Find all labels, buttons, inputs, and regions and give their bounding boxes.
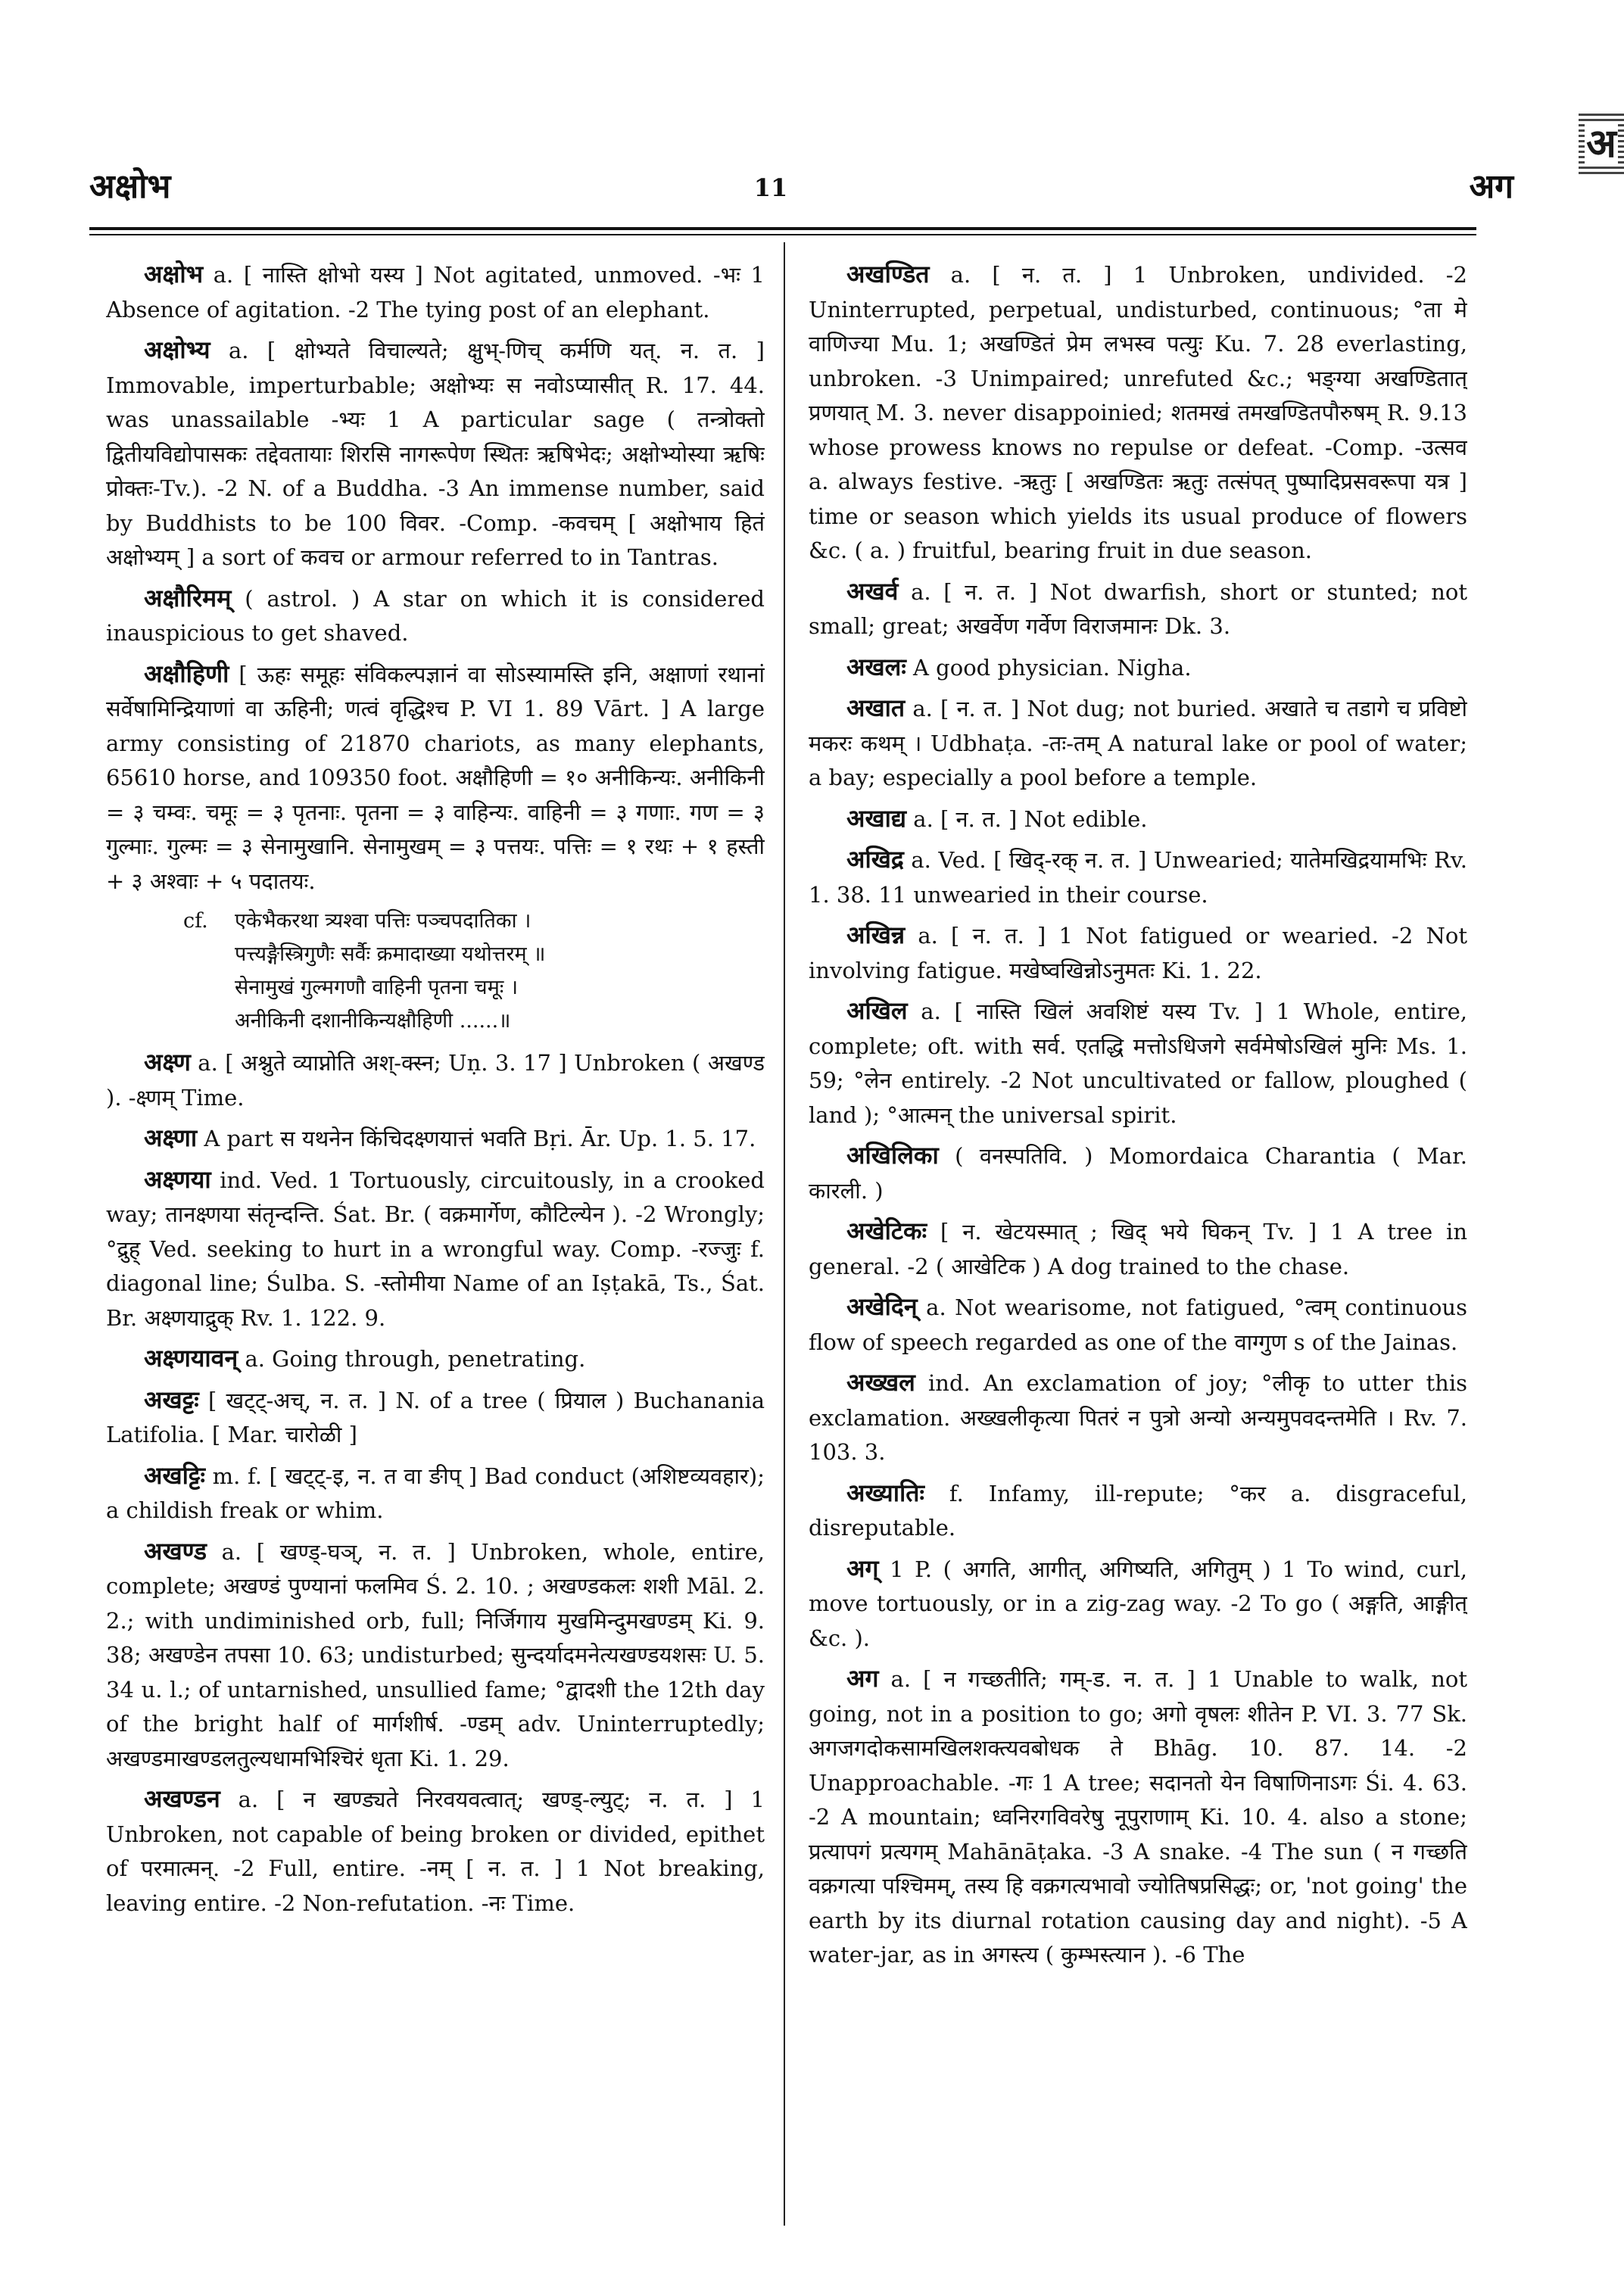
entry-definition: a. [ न गच्छतीति; गम्-ड. न. त. ] 1 Unable to walk, not going, not in a position to go; अगो वृषलः शीतेन P. VI. 3. 77 Sk. अगजगदोकसामखिलशक्त्यवबोधक ते Bhāg. 10. 87. 14. -2 Unapproachable. -गः 1 A tree; सदानतो येन विषाणिनाऽगः Śi. 4. 63. -2 A mountain; ध्वनिरगविवरेषु नूपुराणाम् Ki. 10. 4. also a stone; प्रत्यापगं प्रत्यगम् Mahānāṭaka. -3 A snake. -4 The sun ( न गच्छति वक्रगत्या पश्चिमम्, तस्य हि वक्रगत्यभावो ज्योतिषप्रसिद्धः; or, 'not going' the earth by its diurnal rotation causing day and night). -5 A water-jar, as in अगस्त्य ( कुम्भस्त्यान ). -6 The	[809, 1666, 1467, 1967]
entry-definition: A part स यथनेन किंचिदक्ष्णयात्तं भवति Bṛi. Ār. Up. 1. 5. 17.	[197, 1126, 756, 1151]
dictionary-entry	[106, 581, 765, 651]
verse-line: अनीकिनी दशानीकिन्यक्षौहिणी ......॥	[235, 1009, 511, 1033]
entry-definition: a. [ नास्ति खिलं अवशिष्टं यस्य Tv. ] 1 Whole, entire, complete; oft. with सर्व. एतद्धि मत्तोऽधिजगे सर्वमेषोऽखिलं मुनिः Ms. 1. 59; °लेन entirely. -2 Not uncultivated or fallow, ploughed ( land ); °आत्मन् the universal spirit.	[809, 999, 1467, 1128]
dictionary-entry	[809, 1366, 1467, 1470]
headword: अखट्टिः	[144, 1460, 206, 1490]
headword: अक्ष्णयावन्	[144, 1344, 238, 1372]
dictionary-entry	[809, 802, 1467, 837]
headword: अक्षोभ्य	[144, 335, 210, 364]
headword: अखिन्न	[846, 921, 906, 949]
headword: अखलः	[846, 652, 906, 681]
column-divider	[784, 242, 785, 2226]
headword: अखेदिन्	[846, 1292, 918, 1321]
dictionary-entry	[106, 1163, 765, 1336]
entry-definition: a. Not wearisome, not fatigued, °त्वम् continuous flow of speech regarded as one of the वाग्गुण s of the Jainas.	[809, 1294, 1467, 1355]
entry-definition: a. [ न. त. ] Not edible.	[906, 805, 1148, 832]
headword: अक्षौहिणी	[144, 659, 229, 688]
entry-definition: A good physician. Nigha.	[906, 654, 1192, 681]
thumb-index-tab: अ	[1574, 114, 1624, 174]
entry-definition: [ खट्ट्-अच्, न. त. ] N. of a tree ( प्रियाल ) Buchanania Latifolia. [ Mar. चारोळी ]	[106, 1387, 765, 1447]
dictionary-entry	[106, 1121, 765, 1157]
headword: अखेटिकः	[846, 1217, 927, 1245]
dictionary-entry	[809, 994, 1467, 1132]
dictionary-entry	[106, 333, 765, 575]
dictionary-entry	[809, 1476, 1467, 1546]
entry-definition: ( वनस्पतिवि. ) Momordaica Charantia ( Mar. कारली. )	[809, 1143, 1467, 1204]
headword: अक्षौरिमम्	[144, 583, 232, 612]
headword: अग्	[846, 1553, 879, 1583]
entry-definition: 1 P. ( अगति, आगीत्, अगिष्यति, अगितुम् ) 1 To wind, curl, move tortuously, or in a zig-zag way. -2 To go ( अङ्गति, आङ्गीत् &c. ).	[809, 1556, 1467, 1651]
dictionary-entry	[809, 691, 1467, 796]
headword: अखर्व	[846, 576, 899, 606]
entry-definition: ind. An exclamation of joy; °लीकृ to utter this exclamation. अख्खलीकृत्या पितरं न पुत्रो अन्यो अन्यमुपवदन्तमेति । Rv. 7. 103. 3.	[809, 1370, 1467, 1465]
entry-definition: ( astrol. ) A star on which it is considered inauspicious to get shaved.	[106, 585, 765, 646]
dictionary-entry	[809, 1214, 1467, 1284]
dictionary-entry	[809, 918, 1467, 988]
headword: अखट्टः	[144, 1385, 199, 1414]
headword: अखण्ड	[144, 1536, 207, 1566]
verse-line: एकेभैकरथा त्र्यश्वा पत्तिः पञ्चपदातिका ।	[235, 909, 531, 933]
dictionary-entry	[106, 1383, 765, 1453]
headword: अक्ष्णा	[144, 1123, 198, 1152]
headword: अक्ष्णया	[144, 1164, 211, 1194]
dictionary-entry	[809, 1662, 1467, 1973]
entry-definition: [ ऊहः समूहः संविकल्पज्ञानं वा सोऽस्यामस्ति इनि, अक्षाणां रथानां सर्वेषामिन्द्रियाणां वा ऊहिनी; णत्वं वृद्धिश्च P. VI 1. 89 Vārt. ] A large army consisting of 21870 chariots, as many elephants, 65610 horse, and 109350 foot. अक्षौहिणी = १० अनीकिन्यः. अनीकिनी = ३ चम्वः. चमूः = ३ पृतनाः. पृतना = ३ वाहिन्यः. वाहिनी = ३ गणाः. गण = ३ गुल्माः. गुल्मः = ३ सेनामुखानि. सेनामुखम् = ३ पत्तयः. पत्तिः = १ रथः + १ हस्ती + ३ अश्वाः + ५ पदातयः.	[106, 661, 765, 894]
dictionary-entry	[809, 1290, 1467, 1360]
headword: अखिद्र	[846, 845, 904, 874]
dictionary-entry	[106, 1782, 765, 1921]
dictionary-entry	[809, 575, 1467, 644]
running-head-right: अग	[1469, 167, 1513, 206]
headword: अखात	[846, 693, 906, 722]
headword: अख्खल	[846, 1368, 915, 1397]
dictionary-entry	[106, 657, 765, 899]
headword: अग	[846, 1664, 879, 1693]
entry-definition: [ न. खेटयस्मात् ; खिद् भये घिकन् Tv. ] 1 A tree in general. -2 ( आखेटिक ) A dog trained to the chase.	[809, 1219, 1467, 1279]
entry-definition: a. [ नास्ति क्षोभो यस्य ] Not agitated, unmoved. -भः 1 Absence of agitation. -2 The tying post of an elephant.	[106, 262, 765, 322]
headword: अखाद्य	[846, 803, 907, 833]
headword: अक्ष्ण	[144, 1048, 191, 1076]
headword: अक्षोभ	[144, 260, 204, 288]
dictionary-entry	[106, 1045, 765, 1115]
entry-definition: a. [ न. त. ] Not dwarfish, short or stunted; not small; great; अखर्वेण गर्वेण विराजमानः Dk. 3.	[809, 578, 1467, 639]
dictionary-entry	[106, 257, 765, 327]
entry-definition: a. Ved. [ खिद्-रक् न. त. ] Unwearied; यातेमखिद्रयामभिः Rv. 1. 38. 11 unwearied in their course.	[809, 847, 1467, 908]
headword: अखण्डन	[144, 1784, 220, 1813]
headword: अखण्डित	[846, 260, 930, 288]
citation-verse-block	[183, 905, 765, 1038]
dictionary-entry	[809, 257, 1467, 569]
dictionary-entry	[809, 843, 1467, 912]
dictionary-entry	[106, 1534, 765, 1777]
verse-line: सेनामुखं गुल्मगणौ वाहिनी पृतना चमूः ।	[235, 976, 519, 999]
right-column	[809, 257, 1467, 2241]
headword: अखिल	[846, 996, 908, 1025]
dictionary-entry	[809, 1139, 1467, 1208]
entry-definition: a. Going through, penetrating.	[238, 1346, 586, 1372]
entry-definition: a. [ न. त. ] Not dug; not buried. अखाते च तडागे च प्रविष्टो मकरः कथम् । Udbhaṭa. -तः-तम् A natural lake or pool of water; a bay; especially a pool before a temple.	[809, 696, 1467, 790]
entry-definition: ind. Ved. 1 Tortuously, circuitously, in a crooked way; तानक्ष्णया संतृन्दन्ति. Śat. Br. ( वक्रमार्गेण, कौटिल्येन ). -2 Wrongly; °द्रुह् Ved. seeking to hurt in a wrongful way. Comp. -रज्जुः f. diagonal line; Śulba. S. -स्तोमीया Name of an Iṣṭakā, Ts., Śat. Br. अक्ष्णयाद्रुक् Rv. 1. 122. 9.	[106, 1167, 765, 1331]
dictionary-entry	[106, 1459, 765, 1528]
dictionary-entry	[106, 1341, 765, 1377]
entry-definition: a. [ न खण्ड्यते निरवयवत्वात्; खण्ड्-ल्युट्; न. त. ] 1 Unbroken, not capable of being broken or divided, epithet of परमात्मन्. -2 Full, entire. -नम् [ न. त. ] 1 Not breaking, leaving entire. -2 Non-refutation. -नः Time.	[106, 1787, 765, 1916]
entry-definition: a. [ खण्ड्-घञ्, न. त. ] Unbroken, whole, entire, complete; अखण्डं पुण्यानां फलमिव Ś. 2. 10. ; अखण्डकलः शशी Māl. 2. 2.; with undiminished orb, full; निर्जिगाय मुखमिन्दुमखण्डम् Ki. 9. 38; अखण्डेन तपसा 10. 63; undisturbed; सुन्दर्यादमनेत्यखण्डयशसः U. 5. 34 u. l.; of untarnished, unsullied fame; °द्वादशी the 12th day of the bright half of मार्गशीर्ष. -ण्डम् adv. Uninterruptedly; अखण्डमाखण्डलतुल्यधामभिश्चिरं धृता Ki. 1. 29.	[106, 1538, 765, 1771]
headword: अख्यातिः	[846, 1478, 925, 1507]
entry-definition: a. [ अश्नुते व्याप्नोति अश्-क्स्न; Uṇ. 3. 17 ] Unbroken ( अखण्ड ). -क्ष्णम् Time.	[106, 1050, 765, 1111]
headword: अखिलिका	[846, 1141, 939, 1170]
header-rule-thick	[89, 227, 1476, 230]
page-number: 11	[753, 173, 788, 202]
entry-definition: m. f. [ खट्ट्-इ, न. त वा ङीप् ] Bad conduct (अशिष्टव्यवहार); a childish freak or whim.	[106, 1463, 765, 1523]
running-head-left: अक्षोभ	[89, 167, 171, 206]
dictionary-entry	[809, 650, 1467, 686]
entry-definition: f. Infamy, ill-repute; °कर a. disgraceful, disreputable.	[809, 1480, 1467, 1541]
citation-label: cf.	[183, 909, 208, 933]
left-column	[106, 257, 765, 2241]
entry-definition: a. [ न. त. ] 1 Not fatigued or wearied. -2 Not involving fatigue. मखेष्वखिन्नोऽनुमतः Ki. 1. 22.	[809, 923, 1467, 983]
verse-line: पत्त्यङ्गैस्त्रिगुणैः सर्वैः क्रमादाख्या यथोत्तरम् ॥	[235, 942, 546, 966]
header-rule-thin	[89, 234, 1476, 235]
entry-definition: a. [ न. त. ] 1 Unbroken, undivided. -2 Uninterrupted, perpetual, undisturbed, continuous; °ता मे वाणिज्या Mu. 1; अखण्डितं प्रेम लभस्व पत्युः Ku. 7. 28 everlasting, unbroken. -3 Unimpaired; unrefuted &c.; भङ्ग्या अखण्डितात् प्रणयात् M. 3. never disappoinied; शतमखं तमखण्डितपौरुषम् R. 9.13 whose prowess knows no repulse or defeat. -Comp. -उत्सव a. always festive. -ऋतुः [ अखण्डितः ऋतुः तत्संपत् पुष्पादिप्रसवरूपा यत्र ] time or season which yields its usual produce of flowers &c. ( a. ) fruitful, bearing fruit in due season.	[809, 262, 1467, 563]
dictionary-entry	[809, 1552, 1467, 1656]
entry-definition: a. [ क्षोभ्यते विचाल्यते; क्षुभ्-णिच् कर्मणि यत्. न. त. ] Immovable, imperturbable; अक्षोभ्यः स नवोऽप्यासीत् R. 17. 44. was unassailable -भ्यः 1 A particular sage ( तन्त्रोक्तो द्वितीयविद्योपासकः तद्देवतायाः शिरसि नागरूपेण स्थितः ऋषिभेदः; अक्षोभ्योस्या ऋषिः प्रोक्तः-Tv.). -2 N. of a Buddha. -3 An immense number, said by Buddhists to be 100 विवर. -Comp. -कवचम् [ अक्षोभाय हितं अक्षोभ्यम् ] a sort of कवच or armour referred to in Tantras.	[106, 338, 765, 570]
